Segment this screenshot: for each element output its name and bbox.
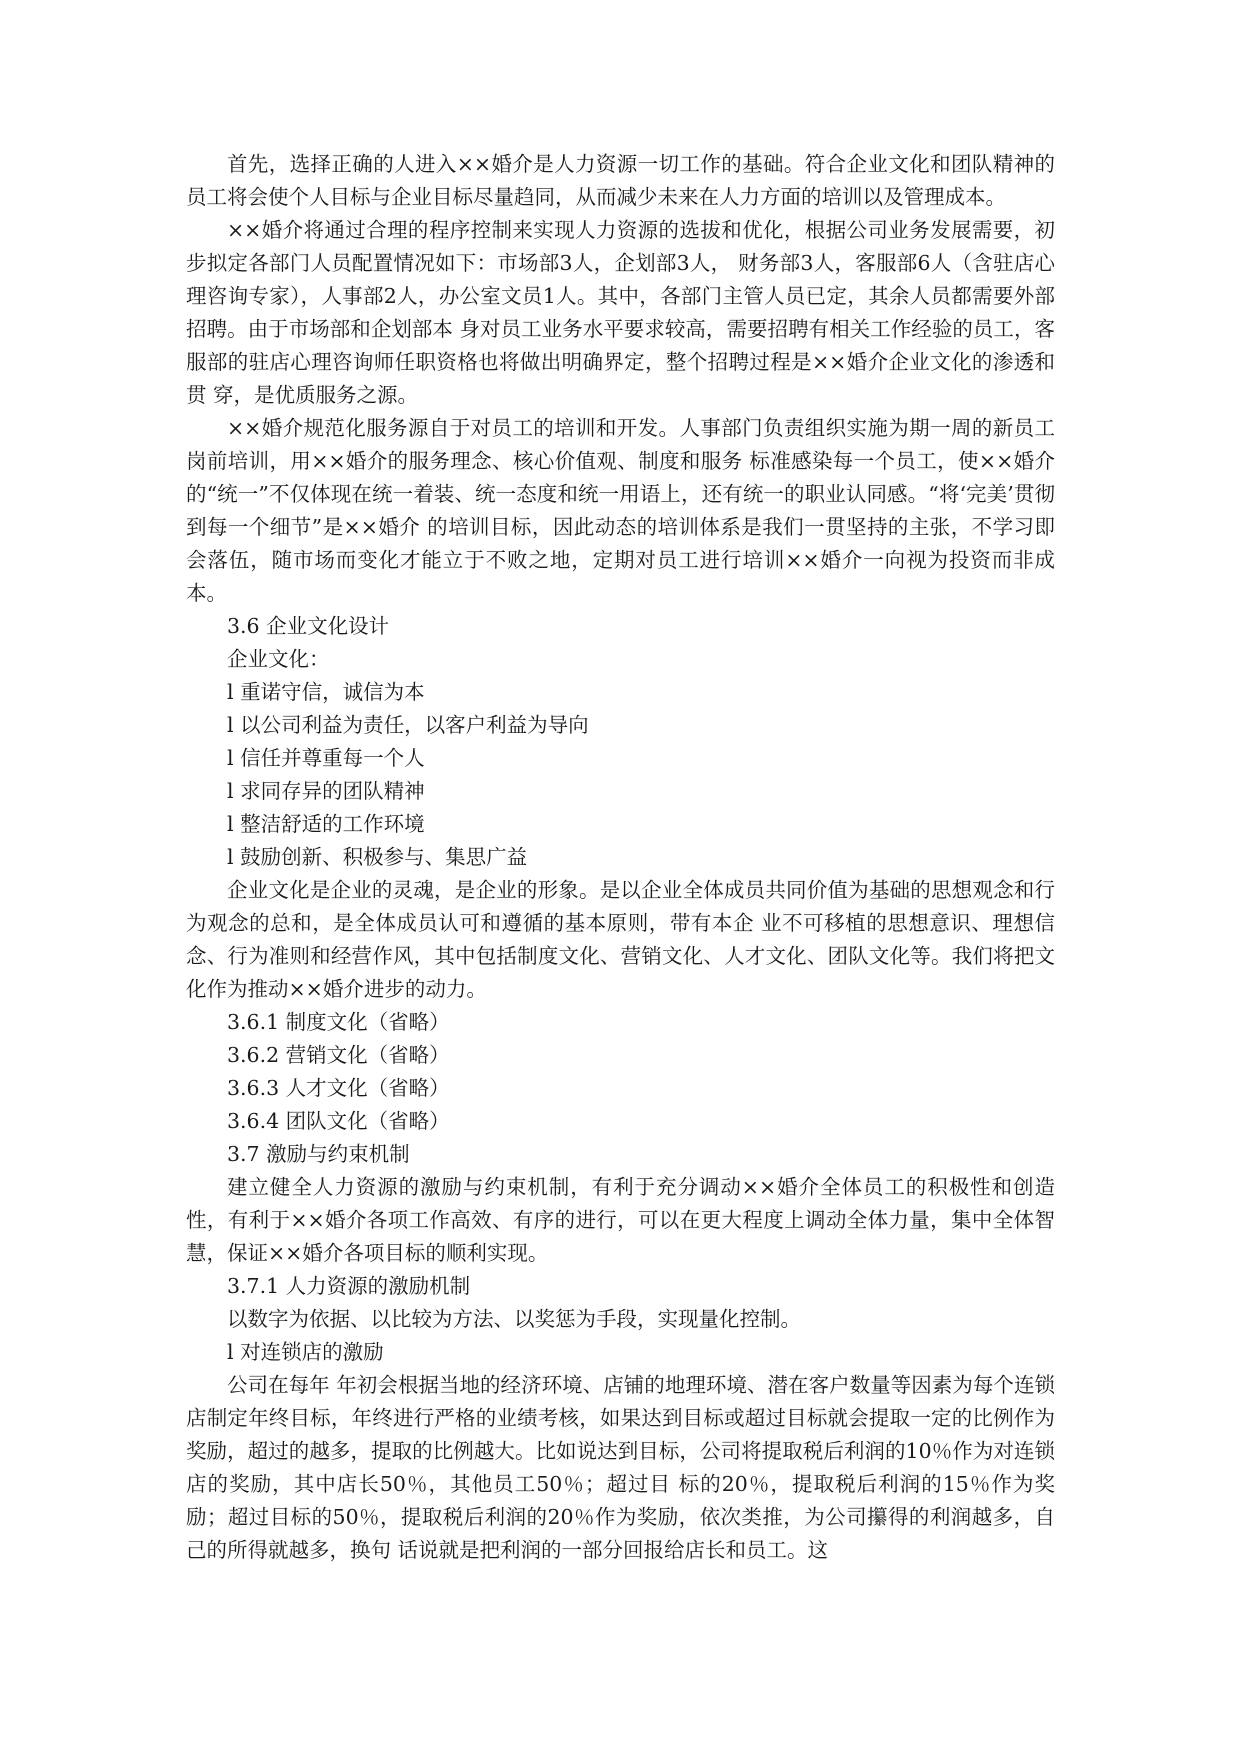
paragraph-quantified-control: 以数字为依据、以比较为方法、以奖惩为手段，实现量化控制。 xyxy=(227,1307,801,1331)
paragraph-training: ××婚介规范化服务源自于对员工的培训和开发。人事部门负责组织实施为期一周的新员工岗前培训，用××婚介的服务理念、核心价值观、制度和服务 标准感染每一个员工，使××婚介的“统一”不仅体现在统一着装、统一态度和统一用语上，还有统一的职业认同感。“将‘完美’贯彻到每一个细节”是××婚介 的培训目标，因此动态的培训体系是我们一贯坚持的主张，不学习即会落伍，随市场而变化才能立于不败之地，定期对员工进行培训××婚介一向视为投资而非成 本。 xyxy=(186,416,1055,605)
culture-list-item: l 信任并尊重每一个人 xyxy=(227,746,425,770)
paragraph-incentive-mechanism: 建立健全人力资源的激励与约束机制，有利于充分调动××婚介全体员工的积极性和创造性，有利于××婚介各项工作高效、有序的进行，可以在更大程度上调动全体力量，集中全体智慧，保证××婚介各项目标的顺利实现。 xyxy=(186,1175,1055,1265)
culture-list-item: l 以公司利益为责任，以客户利益为导向 xyxy=(227,713,589,737)
paragraph-culture-definition: 企业文化是企业的灵魂，是企业的形象。是以企业全体成员共同价值为基础的思想观念和行为观念的总和，是全体成员认可和遵循的基本原则，带有本企 业不可移植的思想意识、理想信念、行为准则和经营作风，其中包括制度文化、营销文化、人才文化、团队文化等。我们将把文化作为推动××婚介进步的动力。 xyxy=(186,878,1055,1001)
culture-list-item: l 整洁舒适的工作环境 xyxy=(227,812,425,836)
subsection-heading-3-7-1: 3.7.1 人力资源的激励机制 xyxy=(227,1274,471,1298)
subsection-heading-3-6-3: 3.6.3 人才文化（省略） xyxy=(227,1076,450,1100)
section-heading-3-7: 3.7 激励与约束机制 xyxy=(227,1142,410,1166)
culture-label: 企业文化： xyxy=(227,647,330,671)
document-page xyxy=(186,148,1055,1567)
list-item-store-incentive: l 对连锁店的激励 xyxy=(227,1340,384,1364)
culture-list-item: l 求同存异的团队精神 xyxy=(227,779,425,803)
culture-list-item: l 重诺守信，诚信为本 xyxy=(227,680,425,704)
subsection-heading-3-6-2: 3.6.2 营销文化（省略） xyxy=(227,1043,450,1067)
subsection-heading-3-6-4: 3.6.4 团队文化（省略） xyxy=(227,1109,450,1133)
paragraph-store-incentive-detail: 公司在每年 年初会根据当地的经济环境、店铺的地理环境、潜在客户数量等因素为每个连锁店制定年终目标，年终进行严格的业绩考核，如果达到目标或超过目标就会提取一定的比例作为奖励，超过的越多，提取的比例越大。比如说达到目标，公司将提取税后利润的10％作为对连锁店的奖励，其中店长50％，其他员工50％；超过目 标的20％，提取税后利润的15％作为奖励；超过目标的50％，提取税后利润的20％作为奖励，依次类推，为公司攥得的利润越多，自己的所得就越多，换句 话说就是把利润的一部分回报给店长和员工。这 xyxy=(186,1373,1055,1562)
culture-list-item: l 鼓励创新、积极参与、集思广益 xyxy=(227,845,528,869)
subsection-heading-3-6-1: 3.6.1 制度文化（省略） xyxy=(227,1010,450,1034)
paragraph-recruitment-basis: 首先，选择正确的人进入××婚介是人力资源一切工作的基础。符合企业文化和团队精神的员工将会使个人目标与企业目标尽量趋同，从而减少未来在人力方面的培训以及管理成本。 xyxy=(186,152,1055,209)
paragraph-staffing-plan: ××婚介将通过合理的程序控制来实现人力资源的选拔和优化，根据公司业务发展需要，初步拟定各部门人员配置情况如下：市场部3人，企划部3人， 财务部3人，客服部6人（含驻店心理咨询专家），人事部2人，办公室文员1人。其中，各部门主管人员已定，其余人员都需要外部招聘。由于市场部和企划部本 身对员工业务水平要求较高，需要招聘有相关工作经验的员工，客服部的驻店心理咨询师任职资格也将做出明确界定，整个招聘过程是××婚介企业文化的渗透和贯 穿，是优质服务之源。 xyxy=(186,218,1055,407)
section-heading-3-6: 3.6 企业文化设计 xyxy=(227,614,390,638)
